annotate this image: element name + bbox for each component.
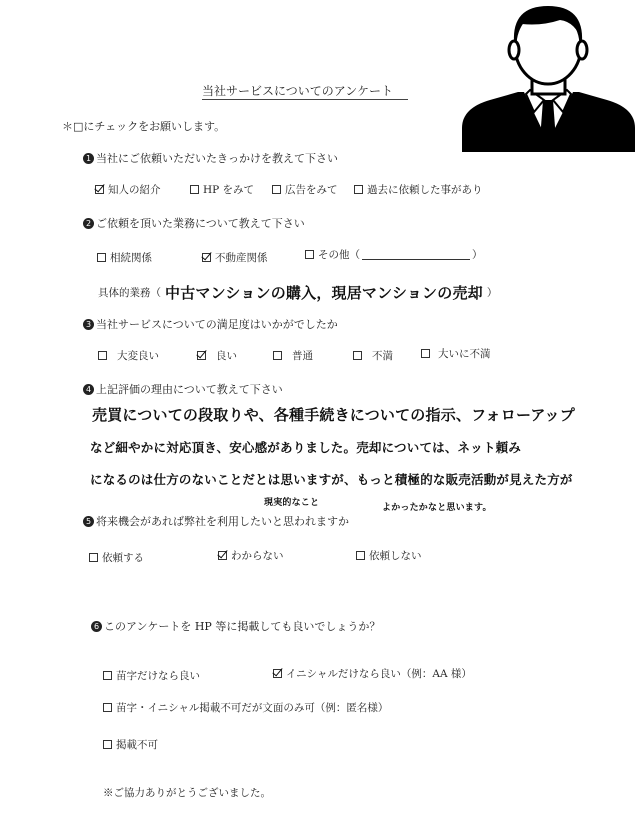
q5-option-1[interactable]: 依頼する [89,550,144,565]
q6-option-3[interactable]: 苗字・イニシャル掲載不可だが文面のみ可（例：匿名様） [103,700,388,715]
q2-option-2[interactable]: 不動産関係 [202,250,268,265]
question-4 [83,381,283,397]
q3-option-2[interactable]: 良い [197,348,237,363]
answer-line-2: など細やかに対応頂き、安心感がありました。売却については、ネット頼み [90,440,522,455]
checkbox[interactable] [272,185,281,194]
answer-insert-note: 現実的なこと [264,498,320,508]
checkbox[interactable] [353,351,362,360]
checkbox[interactable] [356,551,365,560]
title-underline [202,99,408,100]
person-silhouette-icon [462,0,635,152]
checkbox-checked[interactable] [197,351,206,360]
other-blank[interactable] [362,249,470,260]
checkbox-checked[interactable] [202,253,211,262]
question-3 [83,316,338,332]
checkbox-checked[interactable] [218,551,227,560]
question-number: 4 [83,384,94,395]
q5-option-2[interactable]: わからない [218,548,284,563]
question-number: 6 [91,621,102,632]
question-number: 2 [83,218,94,229]
answer-line-3: になるのは仕方のないことだとは思いますが、もっと積極的な販売活動が見えた方が [90,472,573,487]
answer-line-1: 売買についての段取りや、各種手続きについての指示、フォローアップ [92,406,575,424]
q1-option-2[interactable]: HP をみて [190,182,254,197]
checkbox-checked[interactable] [95,185,104,194]
checkbox[interactable] [103,671,112,680]
checkbox[interactable] [103,740,112,749]
q2-detail: 具体的業務（ 中古マンションの購入，現居マンションの売却 ） [98,284,498,302]
q2-option-3[interactable]: その他（ ） [305,247,483,262]
answer-last: よかったかなと思います。 [382,503,492,513]
detail-label: 具体的業務（ [98,287,161,299]
checkbox[interactable] [98,351,107,360]
checkbox[interactable] [354,185,363,194]
checkbox[interactable] [305,250,314,259]
checkbox-checked[interactable] [273,669,282,678]
q3-option-5[interactable]: 大いに不満 [421,346,491,361]
q2-option-1[interactable]: 相続関係 [97,250,152,265]
question-number: 3 [83,319,94,330]
question-text: 将来機会があれば弊社を利用したいと思われますか [96,515,349,528]
thanks-note: ※ご協力ありがとうございました。 [103,787,271,799]
q6-option-1[interactable]: 苗字だけなら良い [103,668,200,683]
q6-option-4[interactable]: 掲載不可 [103,737,158,752]
question-2 [83,215,305,231]
question-text: 上記評価の理由について教えて下さい [96,383,283,396]
question-1 [83,150,338,166]
question-number: 1 [83,153,94,164]
avatar [462,0,635,152]
q1-option-1[interactable]: 知人の紹介 [95,182,161,197]
checkbox[interactable] [103,703,112,712]
question-text: このアンケートを HP 等に掲載しても良いでしょうか？ [104,620,381,633]
question-text: 当社にご依頼いただいたきっかけを教えて下さい [96,152,338,165]
instruction-note: ＊□にチェックをお願いします。 [62,120,226,133]
q1-option-4[interactable]: 過去に依頼した事があり [354,182,483,197]
q5-option-3[interactable]: 依頼しない [356,548,422,563]
question-text: 当社サービスについての満足度はいかがでしたか [96,318,338,331]
q3-option-1[interactable]: 大変良い [98,348,159,363]
q1-option-3[interactable]: 広告をみて [272,182,338,197]
checkbox[interactable] [89,553,98,562]
checkbox[interactable] [97,253,106,262]
checkbox[interactable] [190,185,199,194]
question-5 [83,513,349,529]
question-number: 5 [83,516,94,527]
question-text: ご依頼を頂いた業務について教えて下さい [96,217,305,230]
checkbox[interactable] [421,349,430,358]
question-6 [91,618,380,634]
q3-option-4[interactable]: 不満 [353,348,393,363]
survey-title: 当社サービスについてのアンケート [202,84,394,98]
checkbox[interactable] [273,351,282,360]
q6-option-2[interactable]: イニシャルだけなら良い（例：AA 様） [273,666,472,681]
detail-handwritten: 中古マンションの購入，現居マンションの売却 [165,284,483,302]
q3-option-3[interactable]: 普通 [273,348,313,363]
